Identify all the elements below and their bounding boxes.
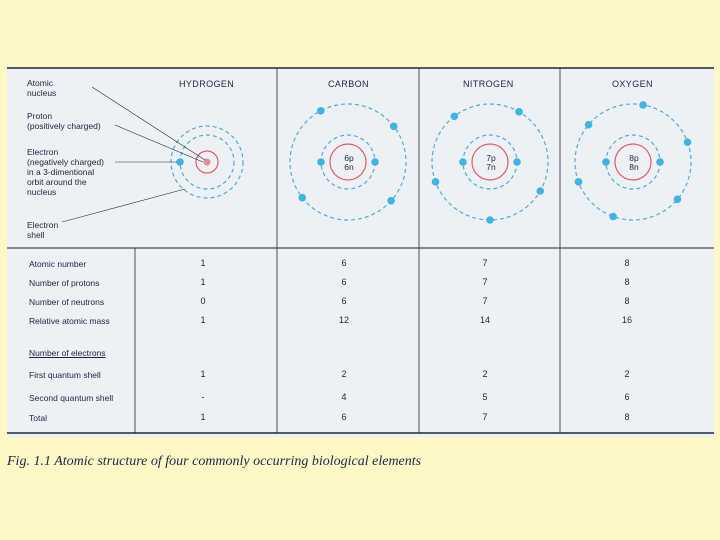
row-label-electrons: Number of electrons [29, 348, 106, 358]
cell-value: 4 [341, 392, 347, 402]
cell-value: 2 [624, 369, 630, 379]
atomic-structure-figure [7, 67, 714, 437]
cell-value: 7 [482, 412, 488, 422]
nucleus-label-oxygen: 8p 8n [629, 153, 639, 172]
electron [432, 178, 440, 186]
electron [317, 158, 325, 166]
cell-value: 5 [482, 392, 488, 402]
electron [450, 112, 458, 120]
cell-value: 7 [482, 277, 488, 287]
cell-value: 6 [341, 296, 347, 306]
cell-value: 1 [200, 277, 206, 287]
cell-value: 8 [624, 277, 630, 287]
row-label: Relative atomic mass [29, 316, 110, 326]
row-label: First quantum shell [29, 370, 101, 380]
electron [515, 108, 523, 116]
row-label: Number of protons [29, 278, 100, 288]
row-label: Atomic number [29, 259, 87, 269]
electron [459, 158, 467, 166]
nucleus-label-nitrogen: 7p 7n [486, 153, 496, 172]
cell-value: 8 [624, 258, 630, 268]
electron [674, 195, 682, 203]
row-label: Total [29, 413, 47, 423]
cell-value: 6 [624, 392, 630, 402]
legend-shell: Electron shell [27, 220, 59, 240]
row-label: Second quantum shell [29, 393, 114, 403]
cell-value: - [201, 392, 205, 402]
electron [486, 216, 494, 224]
electron [639, 101, 647, 109]
header-hydrogen: HYDROGEN [179, 79, 235, 89]
cell-value: 2 [482, 369, 488, 379]
electron [536, 187, 544, 195]
electron [387, 197, 395, 205]
electron [575, 178, 583, 186]
cell-value: 6 [341, 258, 347, 268]
cell-value: 7 [482, 296, 488, 306]
cell-value: 7 [482, 258, 488, 268]
figure-graphics [7, 67, 714, 437]
electron [684, 138, 692, 146]
legend-nucleus: Atomic nucleus [27, 78, 57, 98]
row-label: Number of neutrons [29, 297, 105, 307]
header-nitrogen: NITROGEN [463, 79, 514, 89]
cell-value: 1 [200, 315, 206, 325]
cell-value: 6 [341, 412, 347, 422]
electron [585, 121, 593, 129]
cell-value: 6 [341, 277, 347, 287]
electron [371, 158, 379, 166]
electron [317, 107, 325, 115]
cell-value: 0 [200, 296, 206, 306]
electron [656, 158, 664, 166]
legend-electron: Electron (negatively charged) in a 3-dimentional orbit around the nucleus [27, 147, 105, 197]
electron [602, 158, 610, 166]
cell-value: 16 [621, 315, 632, 325]
pointer-nucleus [92, 87, 205, 160]
electron [609, 213, 617, 221]
electron [176, 158, 184, 166]
cell-value: 1 [200, 258, 206, 268]
figure-caption: Fig. 1.1 Atomic structure of four commonly occurring biological elements [7, 454, 422, 469]
legend-proton: Proton (positively charged) [27, 111, 101, 131]
electron [298, 194, 306, 202]
cell-value: 8 [624, 296, 630, 306]
cell-value: 8 [624, 412, 630, 422]
header-carbon: CARBON [328, 79, 369, 89]
cell-value: 1 [200, 412, 206, 422]
cell-value: 12 [338, 315, 349, 325]
cell-value: 1 [200, 369, 206, 379]
header-oxygen: OXYGEN [612, 79, 653, 89]
nucleus-label-carbon: 6p 6n [344, 153, 354, 172]
cell-value: 2 [341, 369, 347, 379]
electron [390, 122, 398, 130]
electron [513, 158, 521, 166]
cell-value: 14 [479, 315, 490, 325]
